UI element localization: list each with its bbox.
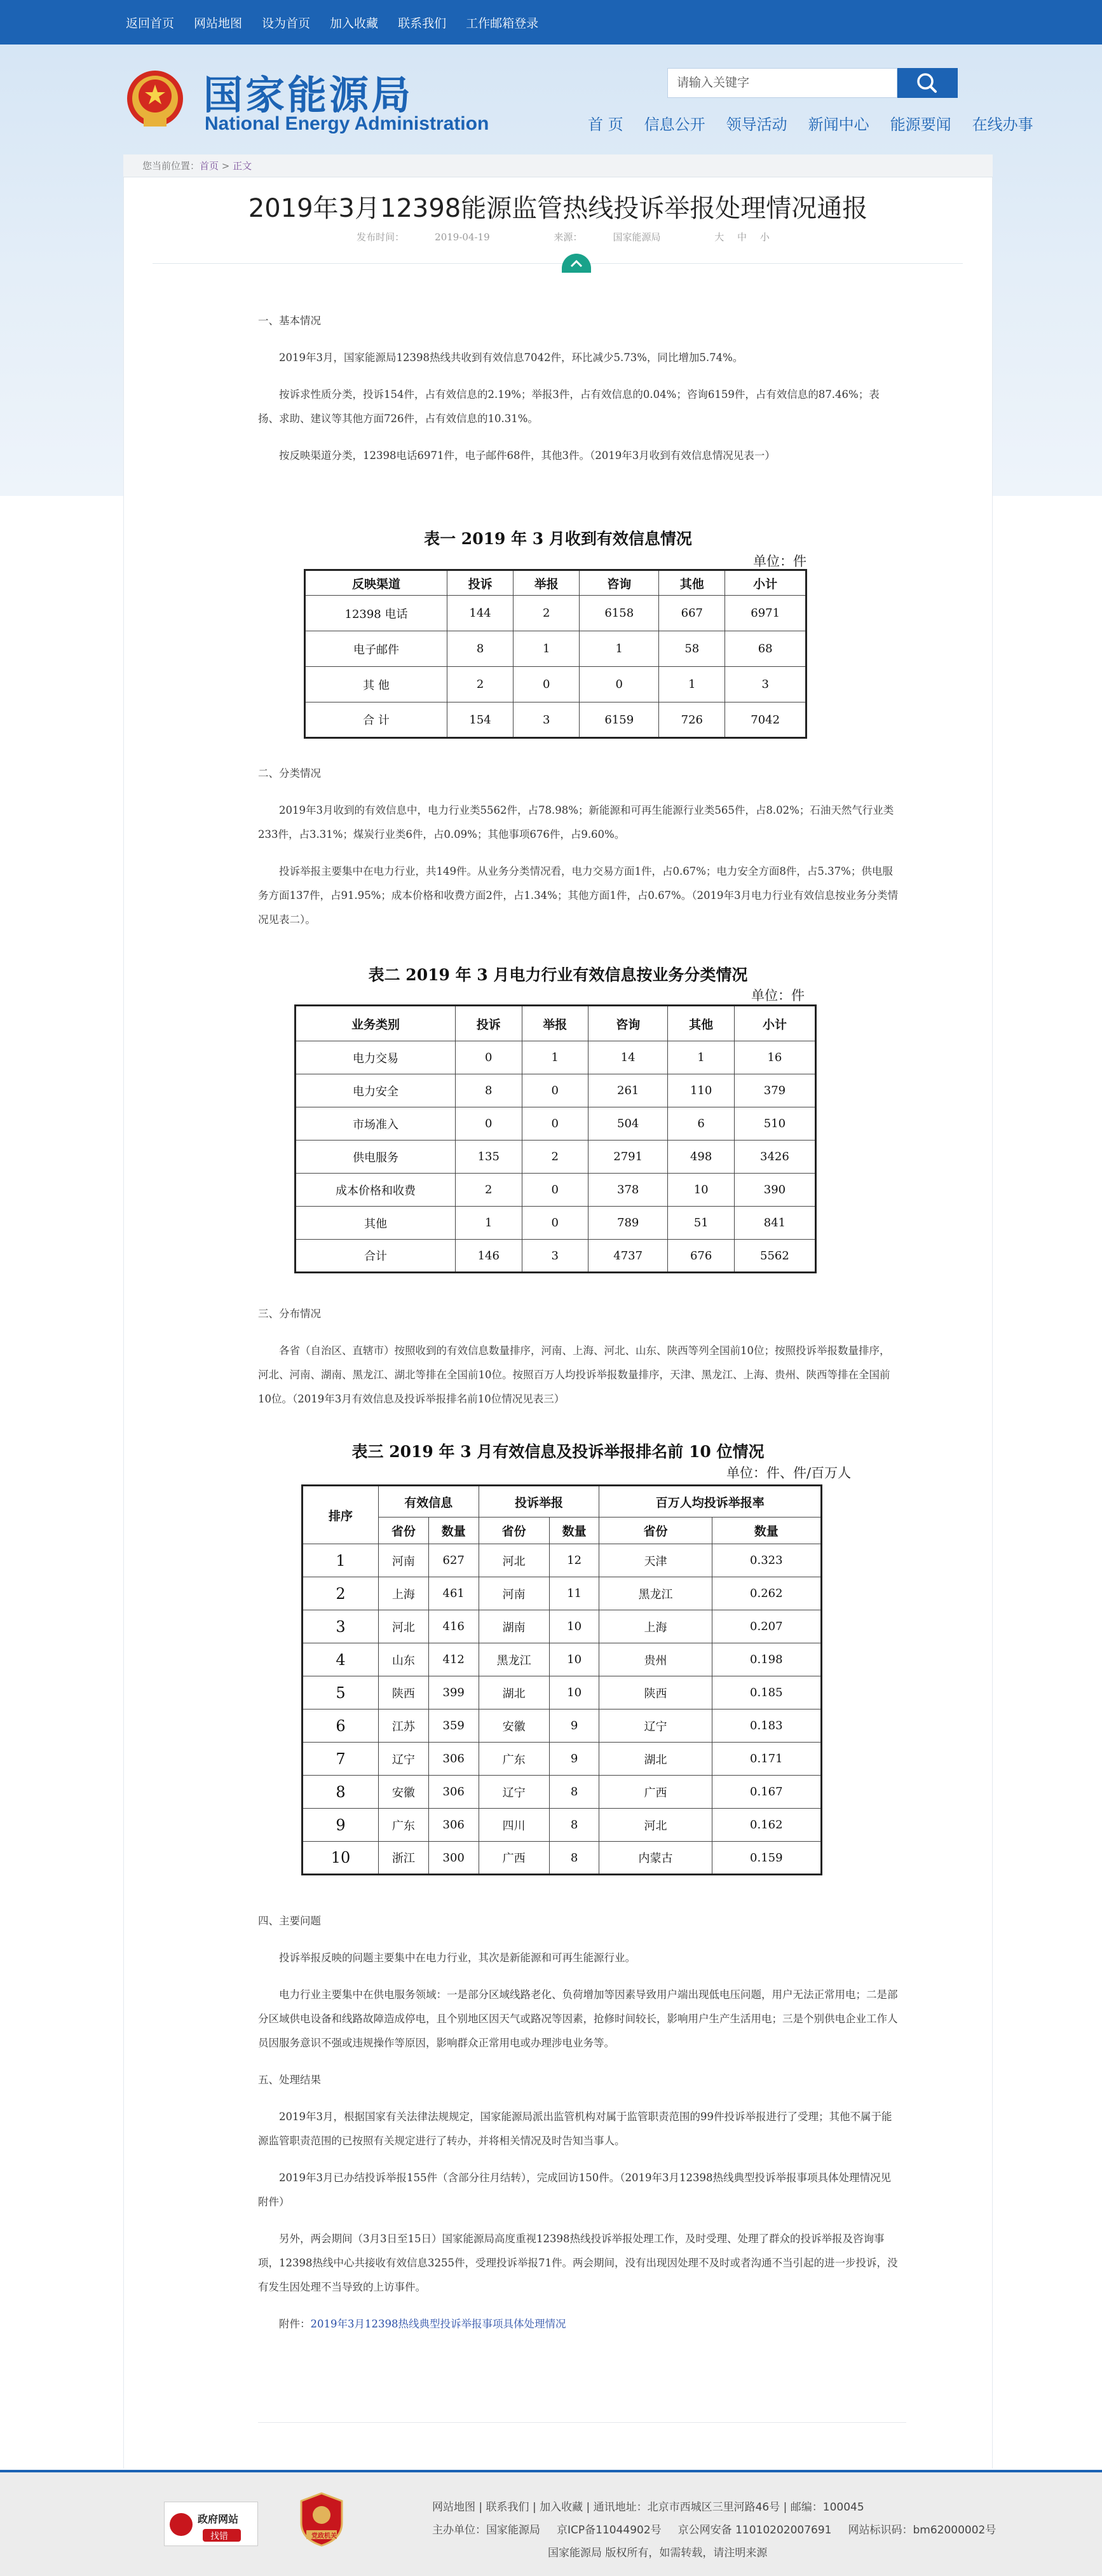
table-cell: 2791	[588, 1141, 668, 1174]
search-icon	[897, 68, 958, 98]
table-row	[303, 1577, 822, 1610]
table-header-cell: 举报	[514, 570, 580, 596]
table-2-caption: 表二 2019 年 3 月电力行业有效信息按业务分类情况	[368, 966, 748, 984]
table-cell: 电子邮件	[305, 631, 447, 667]
section-4-paragraph-2: 电力行业主要集中在供电服务领域：一是部分区域线路老化、负荷增加等因素导致用户端出现低电压问题，用户无法正常用电；二是部分区域供电设备和线路故障造成停电，且个别地区因天气或路况等因素，抢修时间较长，影响用户生产生活用电；三是个别供电企业工作人员因服务意识不强或违规操作等原因，影响群众正常用电或办理涉电业务等。	[258, 1989, 898, 2049]
table-cell: 湖北	[479, 1676, 549, 1709]
table-header-cell: 其他	[659, 570, 725, 596]
table-cell: 135	[456, 1141, 522, 1174]
table-cell: 676	[668, 1240, 735, 1273]
table-cell: 江苏	[379, 1709, 429, 1743]
link-home[interactable]: 返回首页	[126, 16, 175, 31]
table-row	[296, 1207, 816, 1240]
table-cell: 9	[549, 1743, 599, 1776]
table-1-unit: 单位：件	[753, 554, 806, 569]
footer-copyright: 国家能源局 版权所有，如需转载，请注明来源	[548, 2547, 768, 2559]
table-cell: 8	[447, 631, 514, 667]
table-cell: 6	[303, 1709, 379, 1743]
table-cell: 湖南	[479, 1610, 549, 1643]
table-cell: 379	[734, 1074, 815, 1107]
section-1	[258, 309, 900, 468]
table-row	[305, 631, 806, 667]
table-cell: 510	[734, 1107, 815, 1141]
table-row	[305, 570, 806, 596]
table-cell: 7042	[725, 702, 806, 738]
table-row	[296, 1174, 816, 1207]
table-1	[304, 569, 807, 739]
table-row	[303, 1809, 822, 1842]
table-header-cell: 排序	[303, 1486, 379, 1544]
table-cell: 10	[549, 1676, 599, 1709]
footer-links[interactable]: 网站地图 | 联系我们 | 加入收藏 | 通讯地址：北京市西城区三里河路46号 | 邮编：100045	[432, 2501, 864, 2514]
content-end-divider	[258, 2422, 906, 2423]
table-cell: 8	[303, 1776, 379, 1809]
table-cell: 8	[549, 1809, 599, 1842]
link-mail-login[interactable]: 工作邮箱登录	[466, 16, 539, 31]
nav-news-center[interactable]: 新闻中心	[808, 116, 869, 134]
table-3-caption: 表三 2019 年 3 月有效信息及投诉举报排名前 10 位情况	[351, 1442, 765, 1461]
table-cell: 4	[303, 1643, 379, 1676]
table-cell: 陕西	[599, 1676, 712, 1709]
table-cell: 306	[428, 1743, 479, 1776]
table-cell: 0.159	[712, 1842, 821, 1875]
table-cell: 412	[428, 1643, 479, 1676]
table-header-cell: 投诉	[447, 570, 514, 596]
table-cell: 上海	[599, 1610, 712, 1643]
table-cell: 1	[580, 631, 659, 667]
link-contact[interactable]: 联系我们	[398, 16, 447, 31]
table-cell: 2	[456, 1174, 522, 1207]
nav-info-public[interactable]: 信息公开	[644, 116, 705, 134]
table-cell: 山东	[379, 1643, 429, 1676]
table-cell: 6158	[580, 596, 659, 631]
table-cell: 黑龙江	[479, 1643, 549, 1676]
table-cell: 300	[428, 1842, 479, 1875]
table-cell: 359	[428, 1709, 479, 1743]
table-cell: 成本价格和收费	[296, 1174, 456, 1207]
table-cell: 154	[447, 702, 514, 738]
nav-energy-news[interactable]: 能源要闻	[890, 116, 951, 134]
table-cell: 2	[303, 1577, 379, 1610]
table-cell: 电力安全	[296, 1074, 456, 1107]
table-row	[305, 667, 806, 702]
table-cell: 504	[588, 1107, 668, 1141]
section-3	[258, 1302, 900, 1411]
table-header-cell: 省份	[479, 1518, 549, 1544]
table-header-cell: 业务类别	[296, 1006, 456, 1041]
table-header-cell: 百万人均投诉举报率	[599, 1486, 822, 1518]
badge1-line1: 政府网站	[198, 2513, 239, 2525]
table-cell: 广东	[479, 1743, 549, 1776]
table-row	[296, 1141, 816, 1174]
chevron-up-icon	[562, 254, 591, 273]
table-row	[303, 1709, 822, 1743]
top-bar	[0, 0, 1102, 45]
section-1-paragraph-2: 按诉求性质分类，投诉154件，占有效信息的2.19%；举报3件，占有效信息的0.04%；咨询6159件，占有效信息的87.46%；表扬、求助、建议等其他方面726件，占有效信息的10.31%。	[258, 388, 880, 425]
table-row	[305, 702, 806, 738]
table-cell: 合计	[296, 1240, 456, 1273]
brand-name-cn[interactable]: 国家能源局	[203, 72, 414, 118]
table-cell: 58	[659, 631, 725, 667]
table-header-cell: 省份	[599, 1518, 712, 1544]
table-cell: 内蒙古	[599, 1842, 712, 1875]
section-1-paragraph-1: 2019年3月，国家能源局12398热线共收到有效信息7042件，环比减少5.73%，同比增加5.74%。	[258, 352, 744, 364]
footer-info	[432, 2521, 1068, 2537]
section-1-paragraph-3: 按反映渠道分类，12398电话6971件，电子邮件68件，其他3件。（2019年3月收到有效信息情况见表一）	[258, 449, 775, 462]
table-cell: 河北	[379, 1610, 429, 1643]
table-cell: 3426	[734, 1141, 815, 1174]
footer-site-code: 网站标识码：bm62000002号	[848, 2524, 997, 2537]
section-2-paragraph-2: 投诉举报主要集中在电力行业，共149件。从业务分类情况看，电力交易方面1件，占0.67%；电力安全方面8件，占5.37%；供电服务方面137件，占91.95%；成本价格和收费方面2件，占1.34%；其他方面1件，占0.67%。（2019年3月电力行业有效信息按业务分类情况见表二）。	[258, 865, 898, 926]
search-input[interactable]: 请输入关键字	[667, 68, 897, 98]
table-row	[296, 1006, 816, 1041]
section-2	[258, 762, 900, 932]
table-row	[303, 1486, 822, 1518]
table-cell: 399	[428, 1676, 479, 1709]
table-cell: 144	[447, 596, 514, 631]
table-cell: 2	[522, 1141, 588, 1174]
table-cell: 6159	[580, 702, 659, 738]
top-links	[126, 0, 558, 45]
section-5-heading: 五、处理结果	[258, 2074, 321, 2086]
link-sitemap[interactable]: 网站地图	[194, 16, 243, 31]
table-cell: 1	[303, 1544, 379, 1577]
table-cell: 0.207	[712, 1610, 821, 1643]
table-row	[303, 1842, 822, 1875]
table-cell: 1	[514, 631, 580, 667]
table-cell: 146	[456, 1240, 522, 1273]
table-cell: 合 计	[305, 702, 447, 738]
table-cell: 789	[588, 1207, 668, 1240]
nav-home[interactable]: 首 页	[588, 116, 623, 134]
table-cell: 4737	[588, 1240, 668, 1273]
table-cell: 8	[549, 1776, 599, 1809]
table-header-cell: 数量	[428, 1518, 479, 1544]
table-cell: 黑龙江	[599, 1577, 712, 1610]
table-cell: 7	[303, 1743, 379, 1776]
table-row	[296, 1107, 816, 1141]
table-cell: 0	[456, 1041, 522, 1074]
footer-police-record[interactable]: 京公网安备 11010202007691	[677, 2524, 832, 2537]
publish-label: 发布时间：	[357, 231, 405, 243]
table-cell: 供电服务	[296, 1141, 456, 1174]
table-cell: 3	[522, 1240, 588, 1273]
table-cell: 12	[549, 1544, 599, 1577]
national-emblem-icon[interactable]	[125, 67, 186, 134]
table-cell: 0.198	[712, 1643, 821, 1676]
footer-icp[interactable]: 京ICP备11044902号	[557, 2524, 662, 2537]
table-cell: 306	[428, 1809, 479, 1842]
table-cell: 12398 电话	[305, 596, 447, 631]
table-3	[301, 1484, 822, 1875]
table-cell: 51	[668, 1207, 735, 1240]
font-size-medium[interactable]: 中	[737, 231, 747, 243]
title-divider	[153, 263, 963, 264]
table-cell: 11	[549, 1577, 599, 1610]
table-header-cell: 小计	[734, 1006, 815, 1041]
table-cell: 河北	[479, 1544, 549, 1577]
font-size-large[interactable]: 大	[714, 231, 724, 243]
table-cell: 378	[588, 1174, 668, 1207]
section-2-heading: 二、分类情况	[258, 767, 321, 779]
table-cell: 0.162	[712, 1809, 821, 1842]
table-cell: 3	[514, 702, 580, 738]
table-cell: 416	[428, 1610, 479, 1643]
table-row	[296, 1074, 816, 1107]
table-cell: 306	[428, 1776, 479, 1809]
table-cell: 上海	[379, 1577, 429, 1610]
nav-online-service[interactable]: 在线办事	[972, 116, 1033, 134]
table-cell: 10	[303, 1842, 379, 1875]
table-cell: 河北	[599, 1809, 712, 1842]
table-cell: 0	[456, 1107, 522, 1141]
source-label: 来源：	[554, 231, 583, 243]
table-cell: 广东	[379, 1809, 429, 1842]
table-cell: 安徽	[379, 1776, 429, 1809]
breadcrumb-home[interactable]: 首页	[200, 160, 219, 172]
table-cell: 6	[668, 1107, 735, 1141]
breadcrumb	[123, 154, 993, 177]
section-4-heading: 四、主要问题	[258, 1915, 321, 1927]
table-cell: 0	[522, 1074, 588, 1107]
table-cell: 10	[549, 1610, 599, 1643]
table-cell: 广西	[479, 1842, 549, 1875]
table-header-cell: 其他	[668, 1006, 735, 1041]
brand-name-en: National Energy Administration	[205, 113, 489, 134]
table-cell: 陕西	[379, 1676, 429, 1709]
nav-leader-activity[interactable]: 领导活动	[726, 116, 787, 134]
table-cell: 市场准入	[296, 1107, 456, 1141]
publish-date: 2019-04-19	[435, 231, 490, 243]
attachment-link[interactable]: 2019年3月12398热线典型投诉举报事项具体处理情况	[310, 2318, 566, 2330]
font-size-small[interactable]: 小	[759, 231, 770, 243]
link-add-favorite[interactable]: 加入收藏	[330, 16, 379, 31]
table-cell: 6971	[725, 596, 806, 631]
section-4	[258, 1909, 900, 2336]
table-header-cell: 投诉	[456, 1006, 522, 1041]
table-cell: 0.167	[712, 1776, 821, 1809]
table-header-cell: 省份	[379, 1518, 429, 1544]
table-cell: 0.183	[712, 1709, 821, 1743]
table-row	[303, 1643, 822, 1676]
table-cell: 461	[428, 1577, 479, 1610]
table-cell: 天津	[599, 1544, 712, 1577]
search-button[interactable]	[897, 68, 958, 98]
footer-host: 主办单位：国家能源局	[432, 2524, 540, 2537]
table-cell: 1	[659, 667, 725, 702]
table-cell: 3	[725, 667, 806, 702]
table-cell: 726	[659, 702, 725, 738]
table-cell: 5	[303, 1676, 379, 1709]
table-cell: 0.262	[712, 1577, 821, 1610]
section-3-paragraph-1: 各省（自治区、直辖市）按照收到的有效信息数量排序，河南、上海、河北、山东、陕西等列全国前10位；按照投诉举报数量排序，河北、河南、湖南、黑龙江、湖北等排在全国前10位。按照百万人均投诉举报数量排序，天津、黑龙江、上海、贵州、陕西等排在全国前10位。（2019年3月有效信息及投诉举报排名前10位情况见表三）	[258, 1345, 890, 1405]
table-cell: 3	[303, 1610, 379, 1643]
table-cell: 其他	[296, 1207, 456, 1240]
gov-site-error-badge[interactable]	[164, 2502, 258, 2546]
attachment-line	[258, 2312, 900, 2336]
table-cell: 667	[659, 596, 725, 631]
table-header-cell: 小计	[725, 570, 806, 596]
table-cell: 0.171	[712, 1743, 821, 1776]
table-2	[294, 1004, 817, 1273]
table-cell: 0.323	[712, 1544, 821, 1577]
table-cell: 0	[522, 1207, 588, 1240]
source-name: 国家能源局	[613, 231, 661, 243]
table-cell: 5562	[734, 1240, 815, 1273]
table-header-cell: 咨询	[588, 1006, 668, 1041]
table-header-cell: 反映渠道	[305, 570, 447, 596]
table-row	[303, 1743, 822, 1776]
table-cell: 0.185	[712, 1676, 821, 1709]
table-cell: 1	[522, 1041, 588, 1074]
section-2-paragraph-1: 2019年3月收到的有效信息中，电力行业类5562件，占78.98%；新能源和可再生能源行业类565件，占8.02%；石油天然气行业类233件，占3.31%；煤炭行业类6件，占0.09%；其他事项676件，占9.60%。	[258, 804, 894, 840]
table-cell: 2	[514, 596, 580, 631]
table-cell: 电力交易	[296, 1041, 456, 1074]
table-cell: 辽宁	[379, 1743, 429, 1776]
table-cell: 河南	[479, 1577, 549, 1610]
table-cell: 16	[734, 1041, 815, 1074]
section-1-heading: 一、基本情况	[258, 315, 321, 327]
table-cell: 8	[456, 1074, 522, 1107]
table-cell: 261	[588, 1074, 668, 1107]
attachment-label: 附件：	[258, 2318, 311, 2330]
table-row	[296, 1041, 816, 1074]
table-cell: 湖北	[599, 1743, 712, 1776]
table-3-unit: 单位：件、件/百万人	[726, 1465, 852, 1481]
table-cell: 辽宁	[479, 1776, 549, 1809]
table-cell: 1	[668, 1041, 735, 1074]
main-nav	[588, 112, 1054, 134]
article-meta	[123, 230, 993, 243]
table-row	[296, 1240, 816, 1273]
table-cell: 辽宁	[599, 1709, 712, 1743]
table-cell: 498	[668, 1141, 735, 1174]
table-cell: 627	[428, 1544, 479, 1577]
table-1-caption: 表一 2019 年 3 月收到有效信息情况	[424, 530, 692, 548]
breadcrumb-prefix: 您当前位置：	[142, 160, 200, 172]
table-2-unit: 单位：件	[751, 988, 805, 1003]
table-row	[303, 1676, 822, 1709]
table-cell: 68	[725, 631, 806, 667]
table-cell: 广西	[599, 1776, 712, 1809]
table-header-cell: 数量	[712, 1518, 821, 1544]
table-cell: 安徽	[479, 1709, 549, 1743]
table-header-cell: 数量	[549, 1518, 599, 1544]
table-cell: 8	[549, 1842, 599, 1875]
table-row	[303, 1544, 822, 1577]
table-cell: 1	[456, 1207, 522, 1240]
table-cell: 河南	[379, 1544, 429, 1577]
table-cell: 0	[522, 1107, 588, 1141]
party-gov-badge[interactable]	[297, 2491, 346, 2548]
font-size-switch	[709, 231, 775, 243]
table-cell: 其 他	[305, 667, 447, 702]
table-cell: 0	[522, 1174, 588, 1207]
table-cell: 10	[668, 1174, 735, 1207]
section-3-heading: 三、分布情况	[258, 1308, 321, 1320]
table-row	[303, 1776, 822, 1809]
table-cell: 2	[447, 667, 514, 702]
table-cell: 浙江	[379, 1842, 429, 1875]
section-5-paragraph-2: 2019年3月已办结投诉举报155件（含部分往月结转），完成回访150件。（2019年3月12398热线典型投诉举报事项具体处理情况见附件）	[258, 2172, 891, 2208]
table-header-cell: 投诉举报	[479, 1486, 599, 1518]
collapse-toggle[interactable]	[562, 254, 591, 273]
section-5-paragraph-3: 另外，两会期间（3月3日至15日）国家能源局高度重视12398热线投诉举报处理工作，及时受理、处理了群众的投诉举报及咨询事项，12398热线中心共接收有效信息3255件，受理投诉举报71件。两会期间，没有出现因处理不及时或者沟通不当引起的进一步投诉，没有发生因处理不当导致的上访事件。	[258, 2233, 898, 2293]
article-title: 2019年3月12398能源监管热线投诉举报处理情况通报	[248, 194, 868, 223]
table-cell: 110	[668, 1074, 735, 1107]
table-cell: 841	[734, 1207, 815, 1240]
table-row	[303, 1610, 822, 1643]
table-cell: 四川	[479, 1809, 549, 1842]
badge2-text: 党政机关	[311, 2533, 337, 2540]
table-row	[303, 1518, 822, 1544]
table-header-cell: 有效信息	[379, 1486, 479, 1518]
table-cell: 9	[549, 1709, 599, 1743]
breadcrumb-current: 正文	[233, 160, 252, 172]
table-cell: 14	[588, 1041, 668, 1074]
table-row	[305, 596, 806, 631]
table-cell: 0	[580, 667, 659, 702]
badge1-line2: 找错	[210, 2531, 228, 2542]
section-5-paragraph-1: 2019年3月，根据国家有关法律法规规定，国家能源局派出监管机构对属于监管职责范围的99件投诉举报进行了受理；其他不属于能源监管职责范围的已按照有关规定进行了转办，并将相关情况及时告知当事人。	[258, 2111, 892, 2147]
table-cell: 9	[303, 1809, 379, 1842]
table-cell: 390	[734, 1174, 815, 1207]
table-header-cell: 咨询	[580, 570, 659, 596]
table-cell: 0	[514, 667, 580, 702]
table-header-cell: 举报	[522, 1006, 588, 1041]
table-cell: 10	[549, 1643, 599, 1676]
table-cell: 贵州	[599, 1643, 712, 1676]
link-set-homepage[interactable]: 设为首页	[262, 16, 311, 31]
breadcrumb-sep: >	[219, 160, 233, 172]
section-4-paragraph-1: 投诉举报反映的问题主要集中在电力行业，其次是新能源和可再生能源行业。	[258, 1952, 636, 1964]
